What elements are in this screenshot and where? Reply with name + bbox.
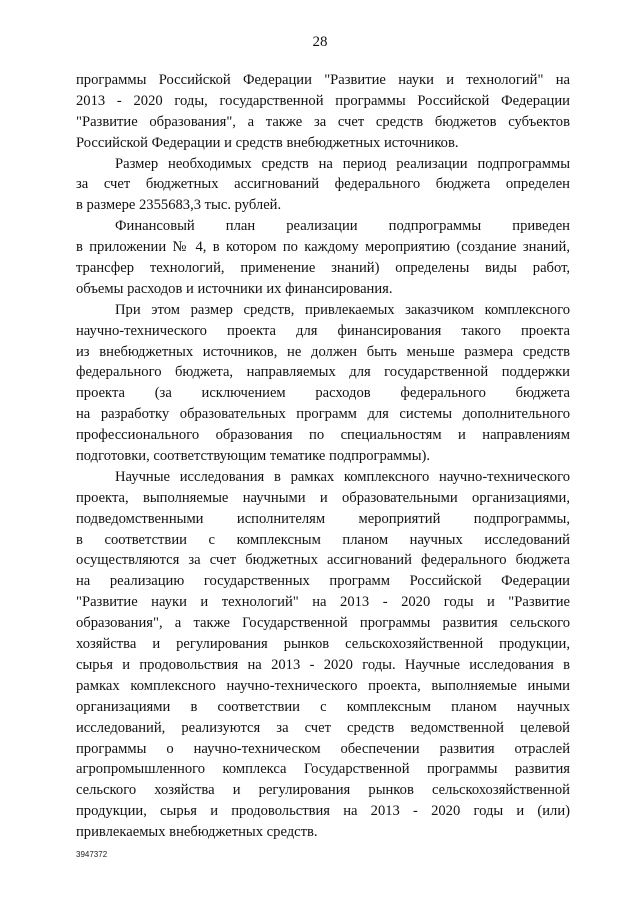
text-line: организациями в соответствии с комплексным планом научных [76, 698, 570, 715]
text-line: привлекаемых внебюджетных средств. [76, 824, 318, 841]
text-line: в соответствии с комплексным планом научных исследований [76, 531, 570, 548]
text-line: "Развитие образования", а также за счет средств бюджетов субъектов [76, 113, 570, 130]
text-line: в приложении № 4, в котором по каждому мероприятию (создание знаний, [76, 239, 570, 256]
text-line: проекта, выполняемые научными и образовательными организациями, [76, 489, 570, 506]
text-line: "Развитие науки и технологий" на 2013 - 2020 годы и "Развитие [76, 594, 570, 611]
text-line: агропромышленного комплекса Государственной программы развития [76, 761, 570, 778]
text-line: Научные исследования в рамках комплексного научно-технического [115, 468, 570, 485]
text-line: научно-технического проекта для финансирования такого проекта [76, 322, 570, 339]
text-line: в размере 2355683,3 тыс. рублей. [76, 197, 282, 214]
text-line: 2013 - 2020 годы, государственной программы Российской Федерации [76, 92, 570, 109]
text-line: образования", а также Государственной программы развития сельского [76, 615, 570, 632]
text-line: проекта (за исключением расходов федерального бюджета [76, 385, 570, 402]
text-line: программы Российской Федерации "Развитие науки и технологий" на [76, 72, 570, 88]
text-line: программы о научно-техническом обеспечении развития отраслей [76, 740, 570, 757]
text-line: сырья и продовольствия на 2013 - 2020 годы. Научные исследования в [76, 656, 570, 673]
text-line: на реализацию государственных программ Российской Федерации [76, 573, 570, 590]
text-line: из внебюджетных источников, не должен быть меньше размера средств [76, 343, 570, 360]
text-line: хозяйства и регулирования рынков сельскохозяйственной продукции, [76, 636, 570, 653]
text-line: При этом размер средств, привлекаемых заказчиком комплексного [115, 301, 570, 318]
text-line: продукции, сырья и продовольствия на 2013 - 2020 годы и (или) [76, 803, 570, 820]
document-body [76, 70, 570, 843]
text-line: подготовки, соответствующим тематике подпрограммы). [76, 448, 431, 465]
text-line: за счет бюджетных ассигнований федерального бюджета определен [76, 176, 570, 193]
text-line: Российской Федерации и средств внебюджетных источников. [76, 134, 459, 151]
text-line: федерального бюджета, направляемых для государственной поддержки [76, 364, 570, 381]
page-number: 28 [312, 34, 328, 50]
text-line: на разработку образовательных программ для системы дополнительного [76, 406, 570, 423]
text-line: рамках комплексного научно-технического проекта, выполняемые иными [76, 677, 570, 694]
text-line: трансфер технологий, применение знаний) определены виды работ, [76, 260, 570, 277]
text-line: исследований, реализуются за счет средств ведомственной целевой [76, 719, 570, 736]
text-line: Финансовый план реализации подпрограммы приведен [115, 218, 570, 235]
text-line: Размер необходимых средств на период реализации подпрограммы [115, 155, 570, 172]
text-line: сельского хозяйства и регулирования рынков сельскохозяйственной [76, 782, 570, 799]
text-line: осуществляются за счет бюджетных ассигнований федерального бюджета [76, 552, 570, 569]
text-line: подведомственными исполнителям мероприятий подпрограммы, [76, 510, 570, 527]
text-line: объемы расходов и источники их финансирования. [76, 280, 393, 297]
text-line: профессионального образования по специальностям и направлениям [76, 427, 570, 444]
document-id: 3947372 [76, 850, 108, 859]
